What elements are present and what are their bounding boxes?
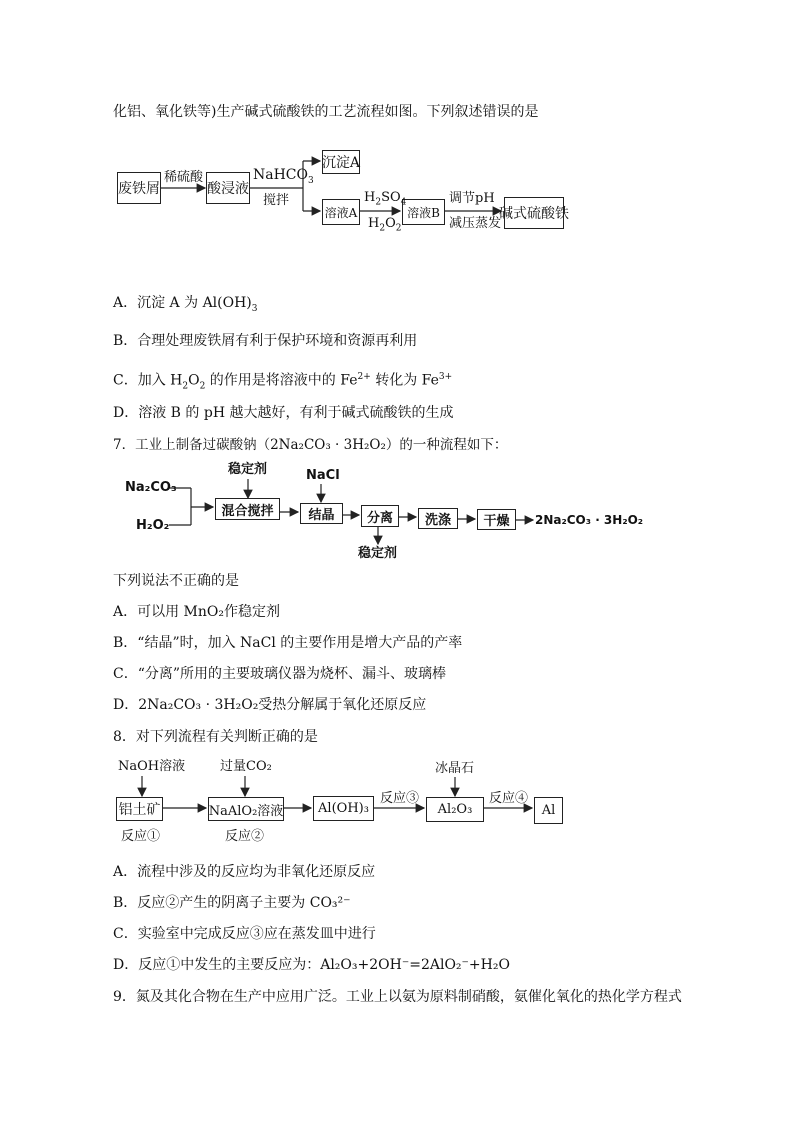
intro-text: 化铝、氧化铁等)生产碱式硫酸铁的工艺流程如图。下列叙述错误的是 [113,104,539,120]
q7-box-dry: 干燥 [477,509,516,530]
q7-reactant-na2co3: Na₂CO₃ [125,480,177,495]
q7-box-crystallize: 结晶 [300,503,343,524]
q7-stabilizer-bottom: 稳定剂 [358,546,398,561]
q8-reaction-4: 反应④ [489,791,529,806]
q7-box-separate: 分离 [361,505,399,527]
q7-box-mix-stir: 混合搅拌 [215,498,280,520]
q7-option-d: D．2Na₂CO₃ · 3H₂O₂受热分解属于氧化还原反应 [113,697,427,713]
q6-box-solution-a: 溶液A [322,199,360,225]
q7-box-wash: 洗涤 [418,508,458,529]
q8-box-aloh3: Al(OH)₃ [313,796,374,821]
q8-reagent-naoh: NaOH溶液 [118,759,186,774]
q6-option-c: C．加入 $H_2O_2$ 的作用是将溶液中的 $Fe^{2+}$ 转化为 $Fe^{3+}$ [113,372,453,392]
q6-label-dilute-sulfuric: 稀硫酸 [164,170,204,185]
q8-option-c: C．实验室中完成反应③应在蒸发皿中进行 [113,926,376,942]
q7-stabilizer-top: 稳定剂 [228,462,268,477]
q7-stem: 7．工业上制备过碳酸钠（2Na₂CO₃ · 3H₂O₂）的一种流程如下： [113,437,508,453]
q8-box-bauxite: 铝土矿 [116,797,163,821]
q9-stem: 9．氮及其化合物在生产中应用广泛。工业上以氨为原料制硝酸，氨催化氧化的热化学方程式 [113,989,682,1005]
q6-box-precipitate-a: 沉淀A [322,150,360,174]
q6-label-h2so4: $H_2SO_4$ [364,190,407,208]
q8-reaction-2: 反应② [225,829,265,844]
q8-option-a: A．流程中涉及的反应均为非氧化还原反应 [113,864,376,880]
q6-box-acid-leach: 酸浸液 [206,172,250,204]
q8-box-al: Al [534,797,563,824]
q6-label-stir: 搅拌 [263,193,290,208]
q8-reagent-co2: 过量CO₂ [220,759,272,774]
q8-reaction-3: 反应③ [380,791,420,806]
q6-label-h2o2: $H_2O_2$ [368,216,402,234]
q8-reagent-cryolite: 冰晶石 [435,761,475,776]
q7-option-c: C．“分离”所用的主要玻璃仪器为烧杯、漏斗、玻璃棒 [113,666,447,682]
q8-option-b: B．反应②产生的阴离子主要为 CO₃²⁻ [113,895,351,911]
q6-option-b: B．合理处理废铁屑有利于保护环境和资源再利用 [113,333,418,349]
q8-option-d: D．反应①中发生的主要反应为：Al₂O₃+2OH⁻=2AlO₂⁻+H₂O [113,957,510,973]
q6-box-basic-ferric-sulfate: 碱式硫酸铁 [504,197,564,229]
q7-reactant-h2o2: H₂O₂ [136,518,170,533]
q6-box-scrap-iron: 废铁屑 [117,172,161,204]
q6-label-adjust-ph: 调节pH [449,191,495,206]
q8-stem: 8．对下列流程有关判断正确的是 [113,729,318,745]
q6-label-nahco3: NaHCO$_3$ [253,167,314,186]
q8-box-naalo2: NaAlO₂溶液 [208,797,284,821]
q6-option-a: A．沉淀 A 为 $Al(OH)_3$ [113,295,258,314]
q7-nacl: NaCl [306,468,340,483]
q6-label-reduced-pressure-evap: 减压蒸发 [449,216,502,231]
q6-option-d: D．溶液 B 的 pH 越大越好，有利于碱式硫酸铁的生成 [113,405,454,421]
q6-box-solution-b: 溶液B [402,199,445,225]
q7-product: 2Na₂CO₃ · 3H₂O₂ [535,513,644,527]
q7-option-b: B．“结晶”时，加入 NaCl 的主要作用是增大产品的产率 [113,635,463,651]
q8-reaction-1: 反应① [121,829,161,844]
q8-box-al2o3: Al₂O₃ [426,797,484,822]
q7-option-a: A．可以用 MnO₂作稳定剂 [113,604,281,620]
q7-prompt: 下列说法不正确的是 [113,573,239,589]
